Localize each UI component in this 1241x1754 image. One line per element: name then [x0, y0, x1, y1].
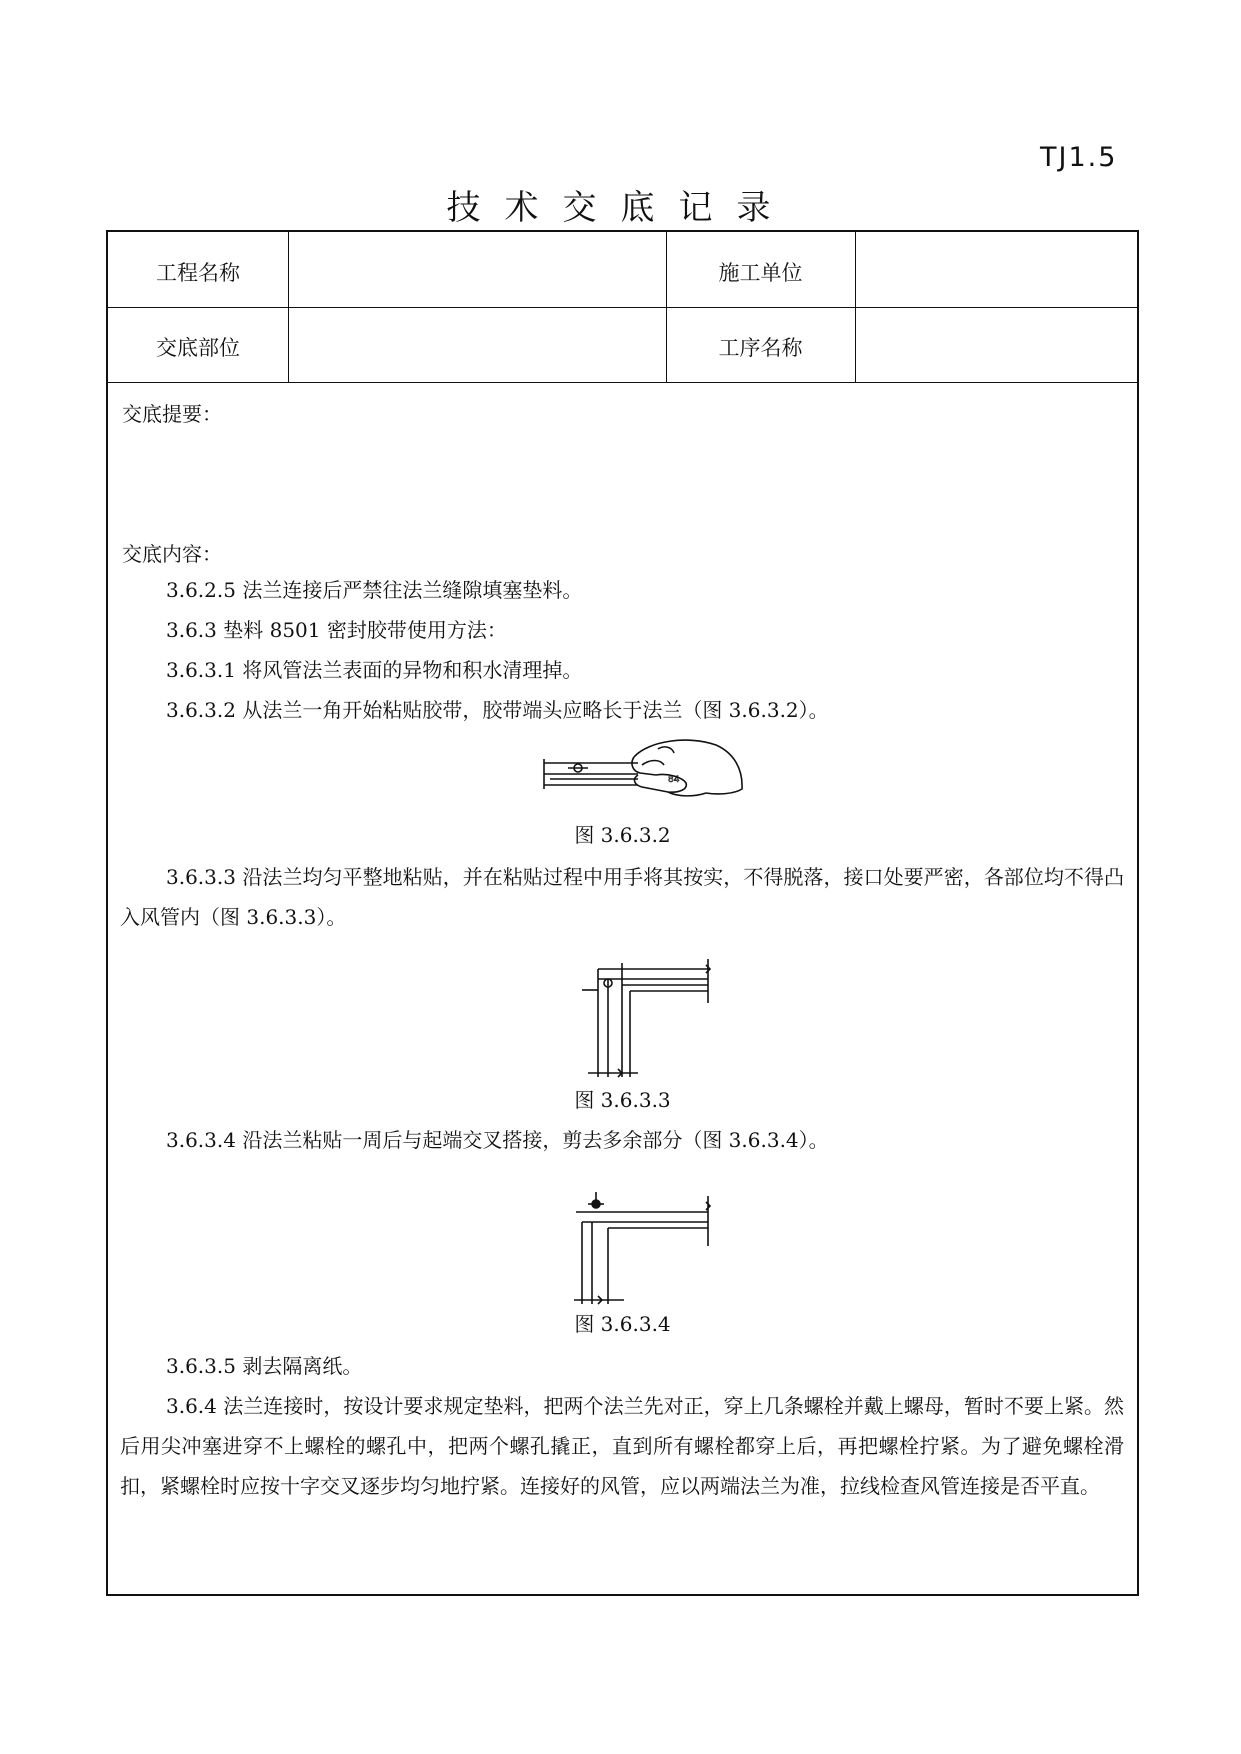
paragraph-3-6-3-4: 3.6.3.4 沿法兰粘贴一周后与起端交叉搭接，剪去多余部分（图 3.6.3.4）。 — [166, 1128, 829, 1152]
figure-3-6-3-2-drawing — [538, 737, 758, 812]
figure-3-6-3-3-drawing — [578, 957, 718, 1082]
content-label: 交底内容： — [122, 542, 222, 566]
paragraph-3-6-2-5: 3.6.2.5 法兰连接后严禁往法兰缝隙填塞垫料。 — [166, 578, 583, 602]
location-label: 交底部位 — [156, 336, 240, 360]
process-name-value[interactable] — [855, 307, 1139, 382]
row-divider — [108, 382, 1137, 383]
summary-label: 交底提要： — [122, 402, 222, 426]
paragraph-3-6-3-2: 3.6.3.2 从法兰一角开始粘贴胶带，胶带端头应略长于法兰（图 3.6.3.2）。 — [166, 698, 829, 722]
document-code: TJ1.5 — [1040, 142, 1118, 173]
location-value[interactable] — [288, 307, 666, 382]
document-title: 技术交底记录 — [446, 188, 795, 228]
paragraph-3-6-3-1: 3.6.3.1 将风管法兰表面的异物和积水清理掉。 — [166, 658, 583, 682]
svg-text:84: 84 — [668, 775, 680, 785]
paragraph-3-6-4: 3.6.4 法兰连接时，按设计要求规定垫料，把两个法兰先对正，穿上几条螺栓并戴上螺母，暂时不要上紧。然后用尖冲塞进穿不上螺栓的螺孔中，把两个螺孔撬正，直到所有螺栓都穿上后，再把螺栓拧紧。为了避免螺栓滑扣，紧螺栓时应按十字交叉逐步均匀地拧紧。连接好的风管，应以两端法兰为准，拉线检查风管连接是否平直。 — [120, 1394, 1124, 1498]
paragraph-3-6-3-5: 3.6.3.5 剥去隔离纸。 — [166, 1354, 363, 1378]
project-name-value[interactable] — [288, 232, 666, 307]
project-name-label: 工程名称 — [156, 261, 240, 285]
construction-unit-value[interactable] — [855, 232, 1139, 307]
construction-unit-label: 施工单位 — [718, 261, 803, 285]
record-table — [106, 230, 1139, 1596]
figure-caption-3-6-3-4: 图 3.6.3.4 — [574, 1312, 671, 1336]
paragraph-3-6-3-3: 3.6.3.3 沿法兰均匀平整地粘贴，并在粘贴过程中用手将其按实，不得脱落，接口处要严密，各部位均不得凸入风管内（图 3.6.3.3）。 — [120, 865, 1124, 929]
figure-caption-3-6-3-2: 图 3.6.3.2 — [574, 823, 671, 847]
paragraph-3-6-3: 3.6.3 垫料 8501 密封胶带使用方法： — [166, 618, 507, 642]
figure-3-6-3-4-drawing — [568, 1186, 718, 1306]
process-name-label: 工序名称 — [718, 336, 803, 360]
figure-caption-3-6-3-3: 图 3.6.3.3 — [574, 1088, 671, 1112]
